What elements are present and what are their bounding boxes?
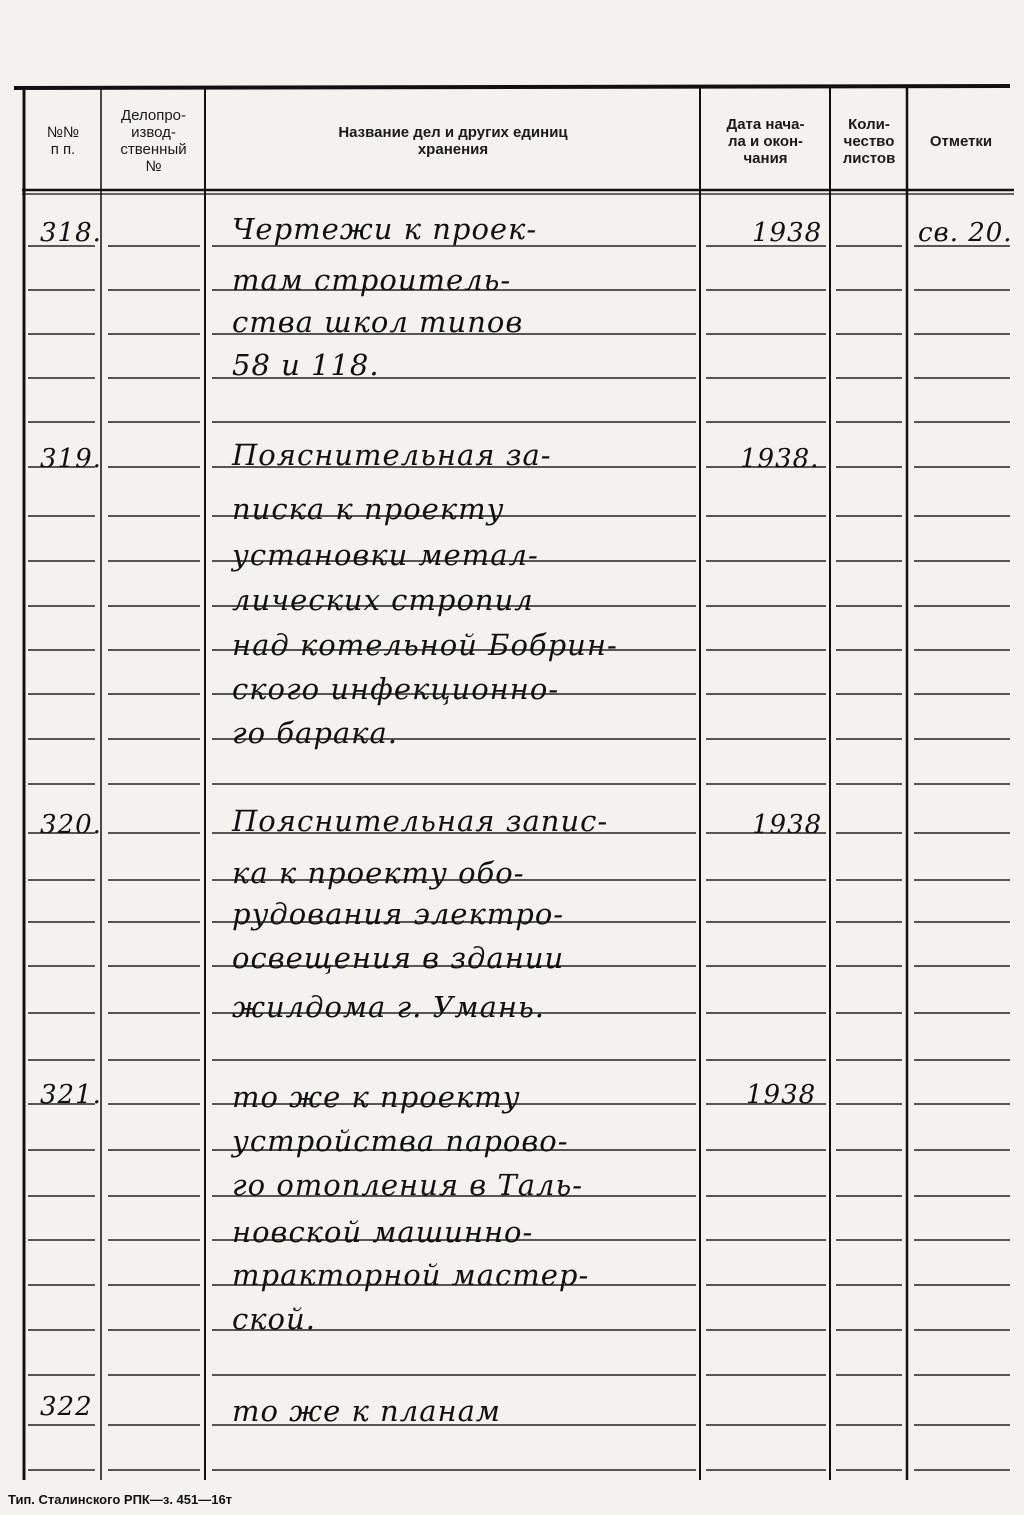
entry-title-line: ской.	[232, 1302, 316, 1336]
entry-title-line: освещения в здании	[232, 941, 565, 975]
entry-number: 320.	[40, 810, 102, 840]
entry-title-line: го барака.	[232, 716, 399, 750]
header-number: №№ п п.	[46, 124, 80, 158]
entry-title-line: над котельной Бобрин-	[232, 628, 618, 662]
entry-title-line: 58 и 118.	[232, 348, 380, 382]
entry-title-line: ства школ типов	[232, 305, 524, 339]
header-dates: Дата нача- ла и окон- чания	[726, 115, 805, 167]
entry-title-line: новской машинно-	[232, 1215, 534, 1249]
entry-date: 1938	[752, 810, 823, 840]
entry-title-line: установки метал-	[232, 538, 539, 572]
entry-title-line: ского инфекционно-	[232, 672, 560, 706]
entry-title-line: го отопления в Таль-	[232, 1168, 584, 1202]
entry-title-line: то же к планам	[232, 1394, 501, 1428]
entry-date: 1938	[746, 1080, 817, 1110]
entry-date: 1938	[752, 218, 823, 248]
entry-note: св. 20.	[918, 218, 1013, 248]
entry-number: 319.	[40, 444, 102, 474]
entry-title-line: то же к проекту	[232, 1080, 521, 1114]
entry-title-line: Пояснительная запис-	[232, 804, 609, 838]
entry-title-line: писка к проекту	[232, 492, 505, 526]
entry-title-line: рудования электро-	[232, 897, 565, 931]
entry-title-line: жилдома г. Умань.	[232, 990, 545, 1024]
entry-title-line: лических стропил	[232, 583, 534, 617]
header-office-number: Делопро- извод- ственный №	[120, 107, 187, 175]
entry-title-line: ка к проекту обо-	[232, 856, 525, 890]
entry-date: 1938.	[740, 444, 820, 474]
entry-title-line: там строитель-	[232, 263, 512, 297]
header-title: Название дел и других единиц хранения	[338, 124, 568, 158]
entry-number: 321.	[40, 1080, 102, 1110]
entry-title-line: Чертежи к проек-	[232, 212, 538, 246]
header-sheets: Коли- чество листов	[842, 115, 896, 167]
printer-footer: Тип. Сталинского РПК—з. 451—16т	[8, 1492, 233, 1507]
entry-title-line: Пояснительная за-	[232, 438, 552, 472]
entry-title-line: тракторной мастер-	[232, 1258, 590, 1292]
entry-title-line: устройства парово-	[232, 1124, 569, 1158]
entry-number: 318.	[40, 218, 102, 248]
header-notes: Отметки	[929, 132, 993, 150]
entry-number: 322	[40, 1392, 93, 1422]
